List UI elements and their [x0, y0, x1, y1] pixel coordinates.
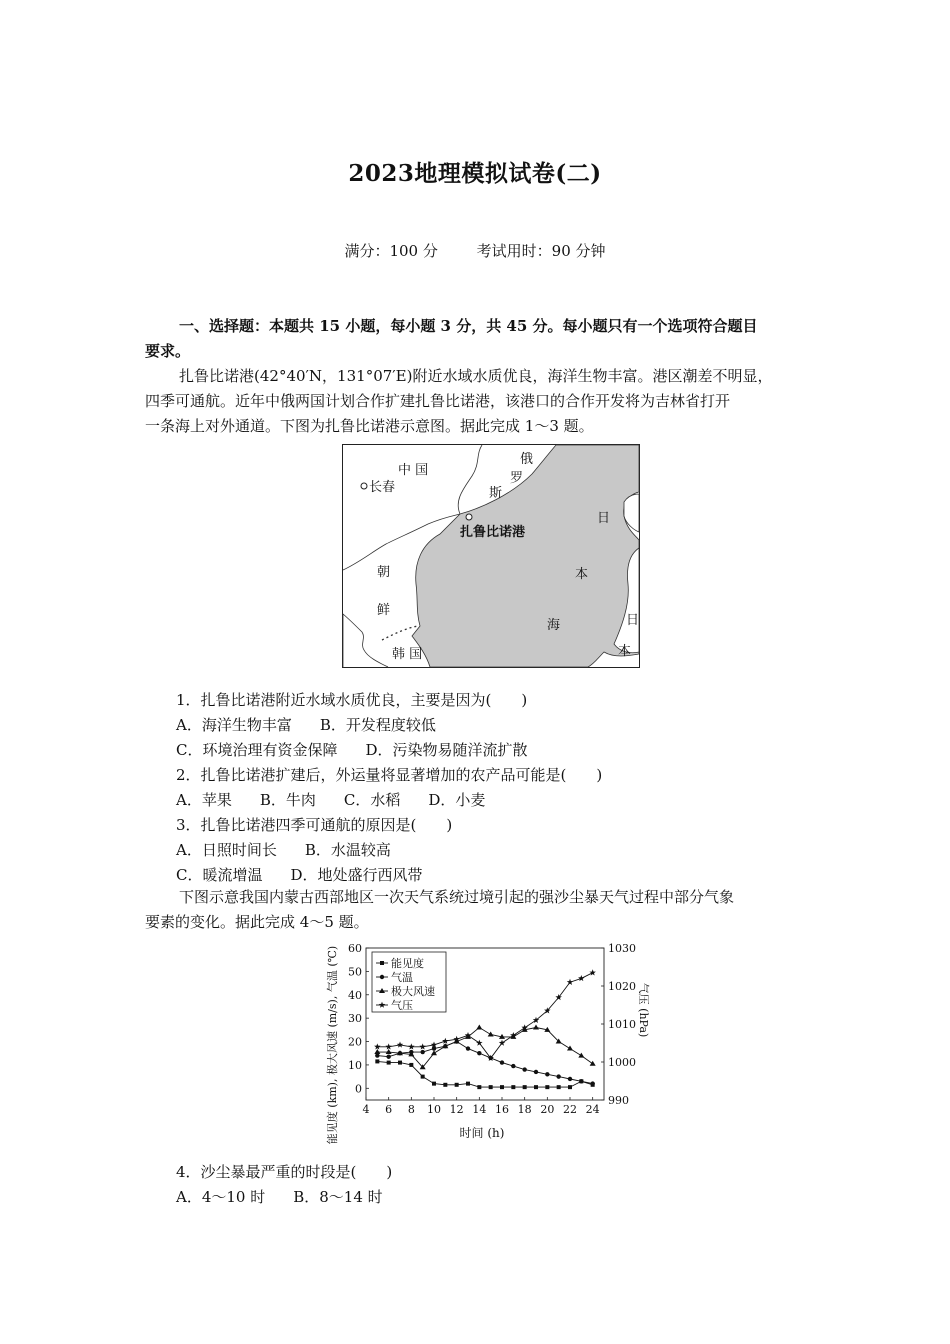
answer-option[interactable]: B．开发程度较低: [319, 716, 436, 734]
legend-label: 气压: [391, 999, 413, 1012]
label-changchun: 长春: [369, 480, 396, 495]
q-stem-1: 4．沙尘暴最严重的时段是( ): [176, 1163, 393, 1181]
label-south-korea: 韩 国: [392, 647, 423, 662]
legend-label: 气温: [391, 971, 413, 984]
data-point-square: [455, 1083, 459, 1087]
exam-time: 考试用时：90 分钟: [476, 242, 606, 260]
label-japan-2: 本: [618, 644, 632, 659]
question-4: [176, 1160, 816, 1210]
q-options-row: [176, 713, 816, 738]
passage-2-line-2: 要素的变化。据此完成 4～5 题。: [145, 913, 369, 931]
answer-option[interactable]: B．8～14 时: [293, 1188, 383, 1206]
legend-marker: [380, 961, 384, 965]
y-tick-label-left: 0: [355, 1082, 362, 1096]
answer-option[interactable]: D．地处盛行西风带: [290, 866, 423, 884]
data-point-circle: [545, 1072, 549, 1076]
answer-option[interactable]: A．苹果: [176, 791, 232, 809]
data-point-circle: [590, 1081, 594, 1085]
data-point-square: [443, 1083, 447, 1087]
x-tick-label: 14: [472, 1103, 487, 1116]
x-tick-label: 22: [563, 1103, 577, 1116]
label-russia-2: 罗: [510, 471, 524, 486]
data-point-triangle: [533, 1025, 539, 1030]
data-point-square: [421, 1075, 425, 1079]
label-korea-1: 朝: [377, 565, 391, 580]
answer-option[interactable]: D．污染物易随洋流扩散: [365, 741, 528, 759]
data-point-square: [557, 1085, 561, 1089]
full-score: 满分：100 分: [344, 242, 438, 260]
data-point-square: [511, 1085, 515, 1089]
data-point-triangle: [374, 1049, 380, 1054]
data-point-triangle: [431, 1050, 437, 1055]
x-tick-label: 6: [385, 1103, 393, 1116]
data-point-triangle: [386, 1049, 392, 1054]
data-point-star: [589, 969, 595, 975]
data-point-square: [523, 1085, 527, 1089]
x-tick-label: 4: [362, 1103, 370, 1116]
x-tick-label: 12: [449, 1103, 464, 1116]
answer-option[interactable]: B．牛肉: [259, 791, 316, 809]
data-point-square: [466, 1082, 470, 1086]
page-title: 2023地理模拟试卷(二): [348, 160, 602, 187]
answer-option[interactable]: C．水稻: [343, 791, 401, 809]
x-tick-label: 10: [427, 1103, 441, 1116]
section-heading: [145, 314, 810, 364]
data-point-star: [419, 1043, 425, 1049]
data-point-star: [578, 975, 584, 981]
x-tick-label: 8: [407, 1103, 415, 1116]
q-stem-3: 3．扎鲁比诺港四季可通航的原因是( ): [176, 816, 453, 834]
label-japan-1: 日: [626, 613, 640, 628]
x-axis-label: 时间 (h): [459, 1126, 505, 1140]
q-stem-1: 1．扎鲁比诺港附近水域水质优良，主要是因为( ): [176, 691, 528, 709]
data-point-star: [397, 1042, 403, 1048]
data-point-star: [442, 1038, 448, 1044]
y-axis-label-right: 气压 (hPa): [637, 982, 650, 1038]
sandstorm-chart: [322, 940, 650, 1145]
data-point-star: [476, 1040, 482, 1046]
data-point-circle: [500, 1060, 504, 1064]
legend-label: 极大风速: [391, 985, 435, 998]
q-options-row: [176, 738, 816, 763]
legend-label: 能见度: [391, 957, 424, 970]
legend-marker: [380, 975, 384, 979]
data-point-circle: [568, 1077, 572, 1081]
data-point-circle: [556, 1074, 560, 1078]
data-point-square: [545, 1085, 549, 1089]
passage-1: [145, 364, 810, 439]
data-point-square: [477, 1085, 481, 1089]
section-heading-line-2: 要求。: [145, 342, 191, 360]
passage-2-line-1: 下图示意我国内蒙古西部地区一次天气系统过境引起的强沙尘暴天气过程中部分气象: [179, 888, 735, 906]
data-point-triangle: [578, 1053, 584, 1058]
y-axis-label-left: 能见度 (km), 极大风速 (m/s), 气温 (℃): [326, 945, 339, 1145]
y-tick-label-left: 10: [348, 1058, 362, 1072]
x-tick-label: 18: [517, 1103, 532, 1116]
data-point-circle: [386, 1055, 390, 1059]
label-russia-3: 斯: [489, 486, 503, 501]
answer-option[interactable]: C．暖流增温: [176, 866, 263, 884]
data-point-triangle: [567, 1046, 573, 1051]
x-tick-label: 20: [540, 1103, 555, 1116]
data-point-square: [387, 1061, 391, 1065]
answer-option[interactable]: B．水温较高: [304, 841, 391, 859]
zarubino-port-map: [342, 444, 640, 668]
data-point-circle: [579, 1079, 583, 1083]
passage-2: [145, 885, 810, 935]
data-point-circle: [466, 1046, 470, 1050]
q-options-row: [176, 838, 816, 863]
label-korea-2: 鲜: [377, 603, 391, 618]
y-tick-label-right: 1010: [608, 1018, 636, 1031]
answer-option[interactable]: A．日照时间长: [176, 841, 277, 859]
y-tick-label-left: 30: [348, 1012, 362, 1026]
y-tick-label-left: 60: [348, 942, 362, 955]
answer-option[interactable]: D．小麦: [428, 791, 486, 809]
label-port: 扎鲁比诺港: [460, 525, 526, 540]
data-point-square: [409, 1063, 413, 1067]
series-line-triangle: [377, 1028, 592, 1068]
y-tick-label-left: 50: [348, 965, 362, 979]
passage-1-line-3: 一条海上对外通道。下图为扎鲁比诺港示意图。据此完成 1～3 题。: [145, 417, 594, 435]
answer-option[interactable]: A．海洋生物丰富: [176, 716, 292, 734]
y-tick-label-right: 1000: [608, 1056, 636, 1069]
data-point-star: [408, 1043, 414, 1049]
answer-option[interactable]: C．环境治理有资金保障: [176, 741, 338, 759]
passage-1-line-2: 四季可通航。近年中俄两国计划合作扩建扎鲁比诺港，该港口的合作开发将为吉林省打开: [145, 392, 731, 410]
label-sea-2: 本: [575, 567, 589, 582]
data-point-star: [385, 1043, 391, 1049]
data-point-circle: [420, 1050, 424, 1054]
data-point-square: [500, 1085, 504, 1089]
q-options-row: [176, 788, 816, 813]
label-sea-3: 海: [547, 618, 561, 633]
data-point-circle: [477, 1051, 481, 1055]
data-point-circle: [511, 1064, 515, 1068]
y-tick-label-left: 40: [348, 988, 362, 1002]
data-point-triangle: [488, 1032, 494, 1037]
y-tick-label-left: 20: [348, 1035, 362, 1049]
label-china: 中 国: [398, 463, 429, 478]
label-sea-1: 日: [597, 511, 611, 526]
data-point-square: [375, 1059, 379, 1063]
data-point-square: [568, 1085, 572, 1089]
data-point-star: [499, 1040, 505, 1046]
chart-svg: [322, 940, 650, 1145]
passage-1-line-1: 扎鲁比诺港(42°40′N，131°07′E)附近水域水质优良，海洋生物丰富。港区潮差不明显，: [179, 367, 773, 385]
exam-meta: [0, 240, 950, 261]
questions-1-3: [176, 688, 816, 888]
data-point-star: [567, 979, 573, 985]
q-stem-2: 2．扎鲁比诺港扩建后，外运量将显著增加的农产品可能是( ): [176, 766, 603, 784]
y-tick-label-right: 1020: [608, 980, 636, 993]
port-dot: [466, 514, 472, 520]
data-point-square: [534, 1085, 538, 1089]
data-point-square: [432, 1082, 436, 1086]
data-point-square: [489, 1085, 493, 1089]
y-tick-label-right: 1030: [608, 942, 636, 955]
section-heading-line-1: 一、选择题：本题共 15 小题，每小题 3 分，共 45 分。每小题只有一个选项符合题目: [179, 317, 758, 335]
data-point-square: [398, 1061, 402, 1065]
answer-option[interactable]: A．4～10 时: [176, 1188, 266, 1206]
map-svg: [342, 444, 640, 668]
data-point-triangle: [590, 1061, 596, 1066]
data-point-triangle: [476, 1025, 482, 1030]
changchun-dot: [361, 483, 367, 489]
data-point-circle: [534, 1070, 538, 1074]
x-tick-label: 24: [585, 1103, 600, 1116]
label-russia-1: 俄: [520, 452, 534, 467]
x-tick-label: 16: [495, 1103, 509, 1116]
q-options-row: [176, 1185, 816, 1210]
y-tick-label-right: 990: [608, 1094, 629, 1107]
data-point-circle: [522, 1067, 526, 1071]
data-point-star: [374, 1043, 380, 1049]
